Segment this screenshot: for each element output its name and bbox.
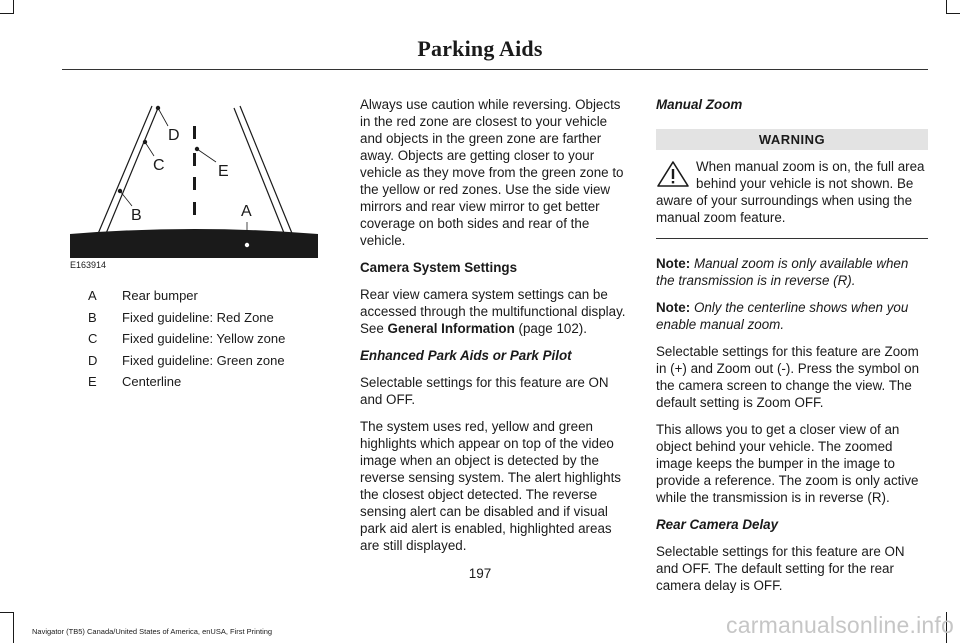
crop-mark-top-left-h [0, 13, 14, 14]
settings-text-pre: Rear view camera system settings can be accessed through the multifunctional display. See [360, 287, 626, 336]
note-text: Only the centerline shows when you enable manual zoom. [656, 300, 909, 332]
column-middle [360, 96, 632, 564]
highlights-paragraph: The system uses red, yellow and green highlights which appear on top of the video image when an object is detected by the reverse sensing system. The alert highlights the closest object detected. The reverse sensing alert can be disabled and if visual park aid alert is enabled, highlighted areas are still displayed. [360, 419, 621, 553]
crop-mark-bottom-left-h [0, 612, 14, 613]
header-divider [62, 69, 928, 70]
legend-text: Fixed guideline: Yellow zone [122, 331, 286, 347]
camera-guideline-diagram [70, 96, 320, 258]
page-number: 197 [468, 566, 492, 581]
label-A: A [241, 203, 252, 220]
legend-key: D [88, 352, 98, 368]
crop-mark-top-right-v [946, 0, 947, 14]
legend-list [70, 288, 322, 390]
legend-key: E [88, 374, 97, 390]
enhanced-park-aids-heading: Enhanced Park Aids or Park Pilot [360, 348, 572, 363]
settings-text-post: (page 102). [514, 321, 587, 336]
note-centerline [656, 299, 928, 333]
crop-mark-top-right-h [946, 13, 960, 14]
note-label: Note: [656, 256, 691, 271]
zoom-settings-paragraph: Selectable settings for this feature are Zoom in (+) and Zoom out (-). Press the symbol on the camera screen to change the view. The default setting is Zoom OFF. [656, 344, 920, 410]
page-title: Parking Aids [417, 36, 543, 61]
legend-text: Rear bumper [122, 288, 198, 303]
guideline-illustration [70, 96, 320, 258]
label-B: B [131, 207, 142, 224]
rear-camera-delay-heading: Rear Camera Delay [656, 517, 779, 532]
note-zoom-reverse [656, 255, 928, 289]
footer-text: Navigator (TB5) Canada/United States of America, enUSA, First Printing [32, 627, 273, 636]
caution-paragraph: Always use caution while reversing. Objects in the red zone are closest to your vehicle and objects in the green zone are farther away. Objects are getting closer to your vehicle as they move from the green zone to the yellow or red zones. Use the side view mirrors and rear view mirror to get better coverage on both sides and rear of the vehicle. [360, 97, 624, 248]
legend-text: Centerline [122, 374, 182, 390]
label-C: C [153, 157, 165, 174]
watermark: carmanualsonline.info [726, 612, 954, 638]
manual-zoom-heading: Manual Zoom [656, 97, 743, 112]
legend-key: A [88, 288, 97, 303]
legend-key: C [88, 331, 98, 347]
legend-item [70, 374, 322, 390]
crop-mark-top-left-v [13, 0, 14, 14]
enhanced-park-aids-paragraph: Selectable settings for this feature are ON and OFF. [360, 375, 609, 407]
camera-settings-heading: Camera System Settings [360, 260, 518, 275]
warning-text: When manual zoom is on, the full area behind your vehicle is not shown. Be aware of your surroundings when using the manual zoom feature. [656, 159, 925, 225]
label-D: D [168, 127, 180, 144]
note-text: Manual zoom is only available when the transmission is in reverse (R). [656, 256, 909, 288]
column-right [656, 96, 928, 604]
camera-settings-paragraph [360, 286, 632, 337]
legend-item [70, 331, 322, 347]
figure-code: E163914 [70, 260, 107, 270]
crop-mark-bottom-left-v [13, 612, 14, 643]
column-left [70, 96, 322, 396]
rear-camera-delay-paragraph: Selectable settings for this feature are ON and OFF. The default setting for the rear camera delay is OFF. [656, 544, 905, 593]
note-label: Note: [656, 300, 691, 315]
legend-text: Fixed guideline: Red Zone [122, 309, 274, 325]
label-E: E [218, 163, 229, 180]
zoom-description-paragraph: This allows you to get a closer view of an object behind your vehicle. The zoomed image keeps the bumper in the image to provide a reference. The zoom is only active while the transmission is in reverse (R). [656, 422, 919, 505]
general-information-link[interactable]: General Information [387, 321, 515, 336]
warning-banner: WARNING [656, 129, 928, 150]
legend-item [70, 288, 322, 304]
warning-box [656, 158, 928, 226]
legend-item [70, 353, 322, 369]
legend-text: Fixed guideline: Green zone [122, 352, 285, 368]
warning-triangle-icon [656, 160, 690, 188]
warning-divider [656, 238, 928, 239]
legend-item [70, 310, 322, 326]
legend-key: B [88, 309, 97, 325]
